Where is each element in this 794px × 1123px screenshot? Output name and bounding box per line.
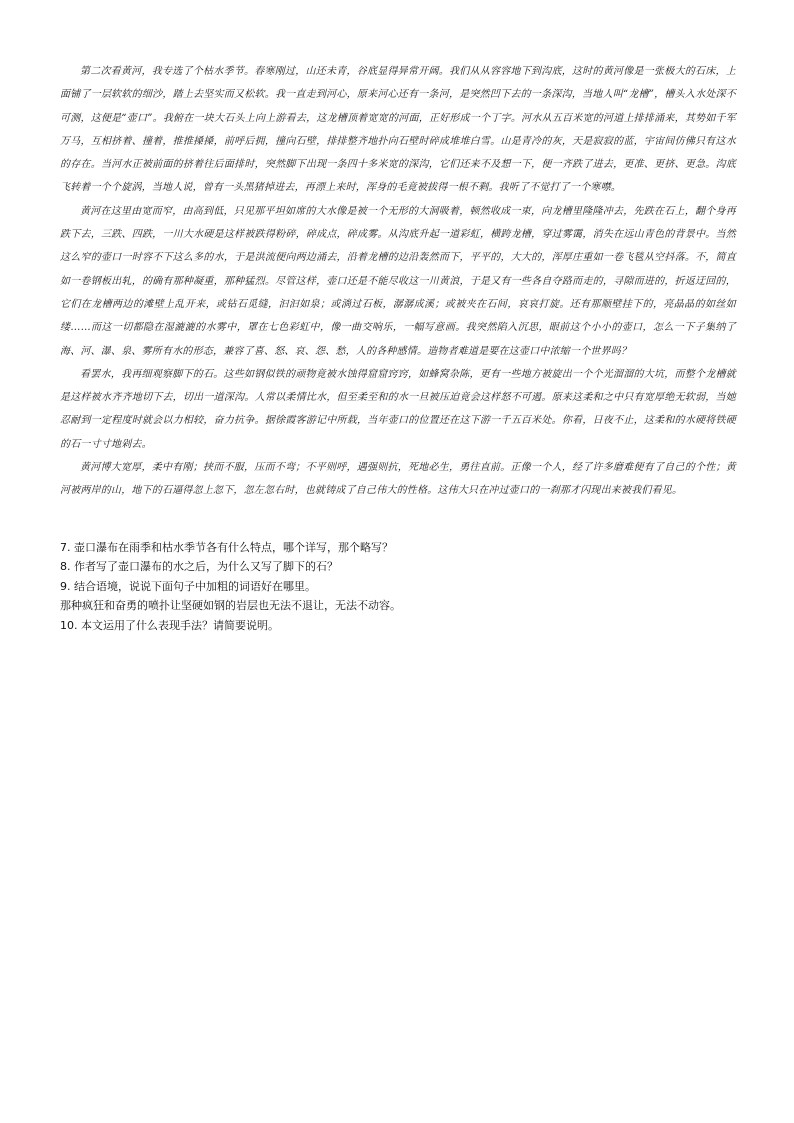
question-10: 10. 本文运用了什么表现手法？请简要说明。 (60, 618, 279, 632)
passage-paragraph-1: 第二次看黄河，我专选了个枯水季节。春寒刚过，山还未青，谷底显得异常开阔。我们从从容容地下到沟底，这时的黄河像是一张极大的石床，上面铺了一层软软的细沙，踏上去坚实而又松软。我一直走到河心，原来河心还有一条河，是突然凹下去的一条深沟，当地人叫“龙槽”，槽头入水处深不可测，这便是“壶口”。我俯在一块大石头上向上游看去，这龙槽顶着宽宽的河面，正好形成一个丁字。河水从五百米宽的河道上排排涌来，其势如千军万马，互相挤着、撞着，推推搡搡，前呼后拥，撞向石壁，排排整齐地扑向石壁时碎成堆堆白雪。山是青冷的灰，天是寂寂的蓝，宇宙间仿佛只有这水的存在。当河水正被前面的挤着往后面排时，突然脚下出现一条四十多米宽的深沟，它们还来不及想一下，便一齐跌了进去，更准、更挤、更急。沟底飞转着一个个旋涡，当地人说，曾有一头黑猪掉进去，再漂上来时，浑身的毛竟被拔得一根不剩。我听了不觉打了一个寒噤。 (60, 66, 736, 194)
question-8: 8. 作者写了壶口瀑布的水之后，为什么又写了脚下的石？ (60, 560, 338, 574)
passage-paragraph-4: 黄河博大宽厚，柔中有刚；挟而不服，压而不弯；不平则呼，遇强则抗，死地必生，勇往直前。正像一个人，经了许多磨难便有了自己的个性；黄河被两岸的山，地下的石逼得忽上忽下，忽左忽右时，也就铸成了自己伟大的性格。这伟大只在冲过壶口的一刹那才闪现出来被我们看见。 (60, 462, 736, 497)
question-9: 9. 结合语境，说说下面句子中加粗的词语好在哪里。 (60, 579, 316, 593)
reading-passage (60, 60, 736, 503)
question-list (60, 538, 740, 635)
passage-paragraph-2: 黄河在这里由宽而窄，由高到低，只见那平坦如席的大水像是被一个无形的大洞吸着，顿然收成一束，向龙槽里隆隆冲去，先跌在石上，翻个身再跌下去，三跌、四跌，一川大水硬是这样被跌得粉碎，碎成点，碎成雾。从沟底升起一道彩虹，横跨龙槽，穿过雾霭，消失在远山青色的背景中。当然这么窄的壶口一时容不下这么多的水，于是洪流便向两边涌去，沿着龙槽的边沿轰然而下，平平的，大大的，浑厚庄重如一卷飞毯从空抖落。不，简直如一卷钢板出轧，的确有那种凝重，那种猛烈。尽管这样，壶口还是不能尽收这一川黄浪，于是又有一些各自夺路而走的，寻隙而进的，折返迂回的，它们在龙槽两边的滩壁上乱开来，或钻石觅缝，汩汩如泉；或淌过石板，潺潺成溪；或被夹在石间，哀哀打旋。还有那顺壁挂下的，亮晶晶的如丝如缕……而这一切都隐在湿漉漉的水雾中，罩在七色彩虹中，像一曲交响乐，一幅写意画。我突然陷入沉思，眼前这个小小的壶口，怎么一下子集纳了海、河、瀑、泉、雾所有水的形态，兼容了喜、怒、哀、怨、愁，人的各种感情。造物者难道是要在这壶口中浓缩一个世界吗？ (60, 205, 736, 357)
passage-paragraph-3: 看罢水，我再细观察脚下的石。这些如钢似铁的顽物竟被水蚀得窟窟窍窍，如蜂窝杂陈，更有一些地方被旋出一个个光溜溜的大坑，而整个龙槽就是这样被水齐齐地切下去，切出一道深沟。人常以柔情比水，但至柔至和的水一旦被压迫竟会这样怒不可遏。原来这柔和之中只有宽厚绝无软弱，当她忍耐到一定程度时就会以力相较，奋力抗争。据徐霞客游记中所载，当年壶口的位置还在这下游一千五百米处。你看，日夜不止，这柔和的水硬将铁硬的石一寸寸地剁去。 (60, 368, 736, 450)
question-9-quoted-sentence: 那种疯狂和奋勇的喷扑让坚硬如钢的岩层也无法不退让，无法不动容。 (60, 599, 401, 613)
question-7: 7. 壶口瀑布在雨季和枯水季节各有什么特点，哪个详写，那个略写？ (60, 541, 393, 554)
